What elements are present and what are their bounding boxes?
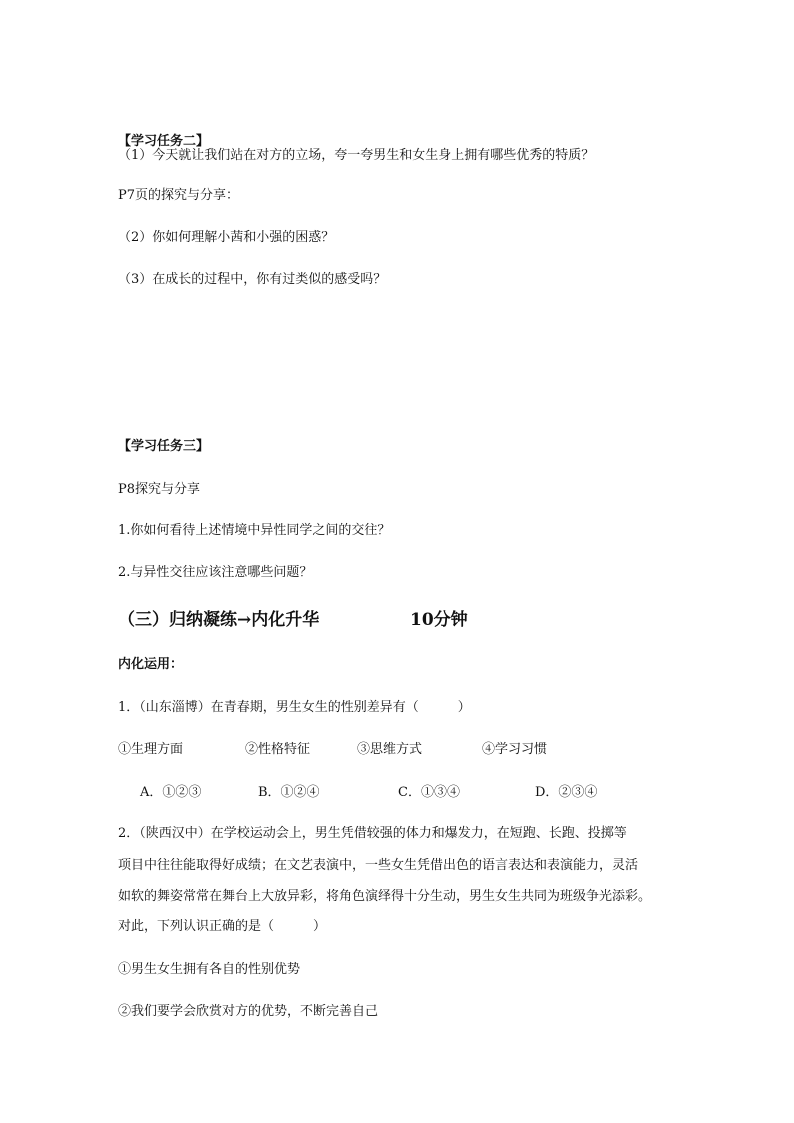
exercise2-option-2: ②我们要学会欣赏对方的优势，不断完善自己 <box>118 1004 379 1019</box>
exercise2-option-1: ①男生女生拥有各自的性别优势 <box>118 962 301 977</box>
section3-time: 10分钟 <box>410 610 468 630</box>
exercise1-choice-c: C．①③④ <box>398 785 460 800</box>
p8-label: P8探究与分享 <box>118 482 201 497</box>
task3-question-1: 1.你如何看待上述情境中异性同学之间的交往？ <box>118 523 391 538</box>
section3-title: （三）归纳凝练→内化升华 <box>118 610 320 630</box>
exercise2-line-4: 对此，下列认识正确的是（ ） <box>118 919 327 934</box>
exercise1-question: 1．（山东淄博）在青春期，男生女生的性别差异有（ ） <box>118 700 471 715</box>
exercise1-item: ③思维方式 <box>357 742 423 757</box>
task3-question-2: 2.与异性交往应该注意哪些问题？ <box>118 565 313 580</box>
exercise1-choice-d: D．②③④ <box>535 785 598 800</box>
task2-question-2: （2）你如何理解小茜和小强的困惑？ <box>118 230 335 245</box>
task2-question-3: （3）在成长的过程中，你有过类似的感受吗？ <box>118 272 387 287</box>
exercise1-choice-b: B．①②④ <box>258 785 320 800</box>
p7-label: P7页的探究与分享： <box>118 188 240 203</box>
exercise1-item: ②性格特征 <box>245 742 311 757</box>
task3-heading: 【学习任务三】 <box>118 439 210 454</box>
exercise1-item: ④学习习惯 <box>482 742 548 757</box>
exercise2-line-2: 项目中往往能取得好成绩；在文艺表演中，一些女生凭借出色的语言表达和表演能力，灵活 <box>118 858 639 873</box>
exercise1-item: ①生理方面 <box>118 742 184 757</box>
exercise2-line-1: 2．（陕西汉中）在学校运动会上，男生凭借较强的体力和爆发力，在短跑、长跑、投掷等 <box>118 826 627 841</box>
section3-subheading: 内化运用： <box>118 657 184 672</box>
task2-heading: 【学习任务二】 <box>118 134 210 149</box>
exercise1-choice-a: A．①②③ <box>140 785 202 800</box>
exercise2-line-3: 如软的舞姿常常在舞台上大放异彩，将角色演绎得十分生动，男生女生共同为班级争光添彩。 <box>118 889 652 904</box>
task2-question-1: （1）今天就让我们站在对方的立场，夸一夸男生和女生身上拥有哪些优秀的特质？ <box>118 148 595 163</box>
